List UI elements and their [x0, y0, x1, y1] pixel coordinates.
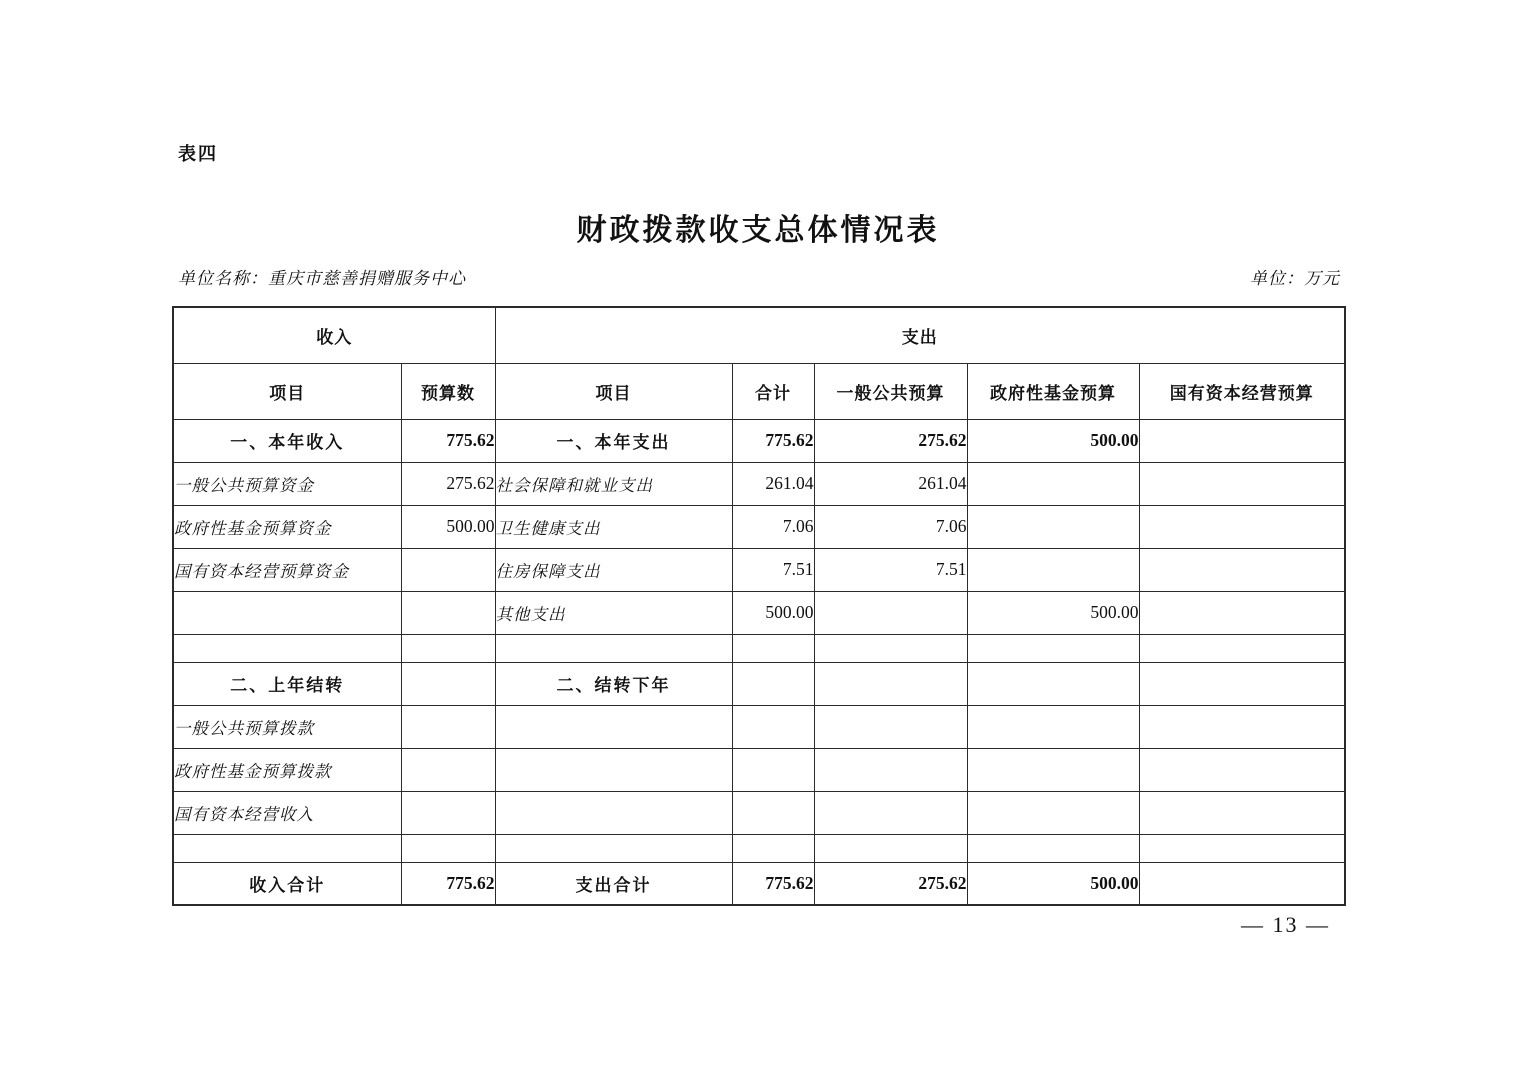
table-cell-value: [967, 548, 1139, 591]
col-header-expense-item: 项目: [495, 363, 732, 419]
table-number-label: 表四: [178, 144, 218, 164]
table-cell-value: [401, 662, 495, 705]
income-group-header: 收入: [173, 307, 495, 363]
table-cell-item: 一、本年收入: [173, 419, 401, 462]
table-cell-item: 国有资本经营预算资金: [173, 548, 401, 591]
table-row: [173, 548, 1345, 591]
table-cell-item: 二、上年结转: [173, 662, 401, 705]
col-header-income-item: 项目: [173, 363, 401, 419]
table-cell-value: [732, 634, 814, 662]
table-row: [173, 834, 1345, 862]
table-cell-value: 775.62: [732, 862, 814, 905]
col-header-income-budget: 预算数: [401, 363, 495, 419]
table-cell-item: 一般公共预算资金: [173, 462, 401, 505]
col-header-general-public-budget: 一般公共预算: [814, 363, 967, 419]
table-cell-value: [401, 791, 495, 834]
table-cell-item: [495, 748, 732, 791]
expense-group-header: 支出: [495, 307, 1345, 363]
table-cell-value: [401, 548, 495, 591]
table-cell-value: 775.62: [732, 419, 814, 462]
column-header-row: [173, 363, 1345, 419]
table-cell-item: 住房保障支出: [495, 548, 732, 591]
table-row: [173, 791, 1345, 834]
table-header: [173, 307, 1345, 419]
table-row: [173, 662, 1345, 705]
table-cell-value: [1139, 462, 1345, 505]
table-row: [173, 862, 1345, 905]
table-cell-value: [814, 662, 967, 705]
table-row: [173, 705, 1345, 748]
table-cell-value: 275.62: [401, 462, 495, 505]
table-cell-value: [814, 705, 967, 748]
col-header-state-capital-budget: 国有资本经营预算: [1139, 363, 1345, 419]
table-row: [173, 419, 1345, 462]
table-cell-value: [814, 591, 967, 634]
table-cell-item: [495, 705, 732, 748]
col-header-gov-fund-budget: 政府性基金预算: [967, 363, 1139, 419]
table-cell-value: [967, 462, 1139, 505]
table-row: [173, 462, 1345, 505]
table-row: [173, 505, 1345, 548]
table-cell-value: [401, 634, 495, 662]
group-header-row: [173, 307, 1345, 363]
table-cell-value: [1139, 591, 1345, 634]
col-header-total: 合计: [732, 363, 814, 419]
unit-name-label: 单位名称：重庆市慈善捐赠服务中心: [178, 269, 466, 288]
table-cell-value: 500.00: [967, 591, 1139, 634]
table-cell-item: 一、本年支出: [495, 419, 732, 462]
table-cell-item: [495, 834, 732, 862]
table-cell-value: 275.62: [814, 862, 967, 905]
table-cell-value: [1139, 634, 1345, 662]
table-cell-value: [967, 748, 1139, 791]
table-cell-item: [495, 791, 732, 834]
table-cell-value: [967, 634, 1139, 662]
table-cell-value: 500.00: [967, 862, 1139, 905]
table-cell-value: [1139, 662, 1345, 705]
table-cell-value: [1139, 791, 1345, 834]
table-cell-value: 500.00: [401, 505, 495, 548]
table-cell-value: [732, 791, 814, 834]
table-cell-value: [401, 591, 495, 634]
page-number: — 13 —: [1241, 912, 1330, 937]
table-cell-item: 二、结转下年: [495, 662, 732, 705]
table-row: [173, 591, 1345, 634]
table-cell-value: [1139, 505, 1345, 548]
table-cell-value: [814, 791, 967, 834]
table-cell-value: [1139, 862, 1345, 905]
table-cell-item: [173, 634, 401, 662]
table-cell-value: [732, 748, 814, 791]
table-cell-item: 收入合计: [173, 862, 401, 905]
table-cell-value: [1139, 748, 1345, 791]
table-cell-value: 7.06: [814, 505, 967, 548]
currency-unit-label: 单位：万元: [1250, 269, 1340, 288]
table-cell-value: [732, 705, 814, 748]
table-cell-value: 261.04: [732, 462, 814, 505]
meta-row: [172, 264, 1344, 288]
table-cell-value: [1139, 548, 1345, 591]
table-cell-value: [967, 662, 1139, 705]
table-cell-value: 7.06: [732, 505, 814, 548]
table-cell-item: [173, 834, 401, 862]
table-cell-value: [401, 705, 495, 748]
table-cell-item: 政府性基金预算资金: [173, 505, 401, 548]
table-cell-item: 一般公共预算拨款: [173, 705, 401, 748]
table-cell-item: 支出合计: [495, 862, 732, 905]
table-cell-value: [814, 834, 967, 862]
table-cell-value: [1139, 419, 1345, 462]
table-row: [173, 634, 1345, 662]
table-cell-value: 775.62: [401, 862, 495, 905]
table-cell-item: 卫生健康支出: [495, 505, 732, 548]
table-cell-value: 7.51: [814, 548, 967, 591]
table-cell-item: [495, 634, 732, 662]
table-cell-item: [173, 591, 401, 634]
table-cell-value: 500.00: [967, 419, 1139, 462]
table-cell-item: 其他支出: [495, 591, 732, 634]
table-cell-item: 国有资本经营收入: [173, 791, 401, 834]
table-row: [173, 748, 1345, 791]
table-cell-value: [967, 705, 1139, 748]
table-cell-value: [967, 834, 1139, 862]
table-cell-value: [1139, 705, 1345, 748]
table-cell-value: [814, 634, 967, 662]
table-cell-value: 7.51: [732, 548, 814, 591]
table-cell-value: [732, 834, 814, 862]
table-cell-value: [967, 791, 1139, 834]
table-cell-value: [732, 662, 814, 705]
table-cell-value: [1139, 834, 1345, 862]
table-cell-item: 社会保障和就业支出: [495, 462, 732, 505]
page-title: 财政拨款收支总体情况表: [576, 214, 940, 247]
table-cell-value: 775.62: [401, 419, 495, 462]
table-cell-value: [401, 834, 495, 862]
table-cell-value: [401, 748, 495, 791]
budget-table: [172, 306, 1346, 906]
table-cell-value: 261.04: [814, 462, 967, 505]
table-cell-value: 500.00: [732, 591, 814, 634]
table-body: [173, 419, 1345, 905]
table-cell-value: [814, 748, 967, 791]
table-cell-item: 政府性基金预算拨款: [173, 748, 401, 791]
table-cell-value: 275.62: [814, 419, 967, 462]
table-cell-value: [967, 505, 1139, 548]
